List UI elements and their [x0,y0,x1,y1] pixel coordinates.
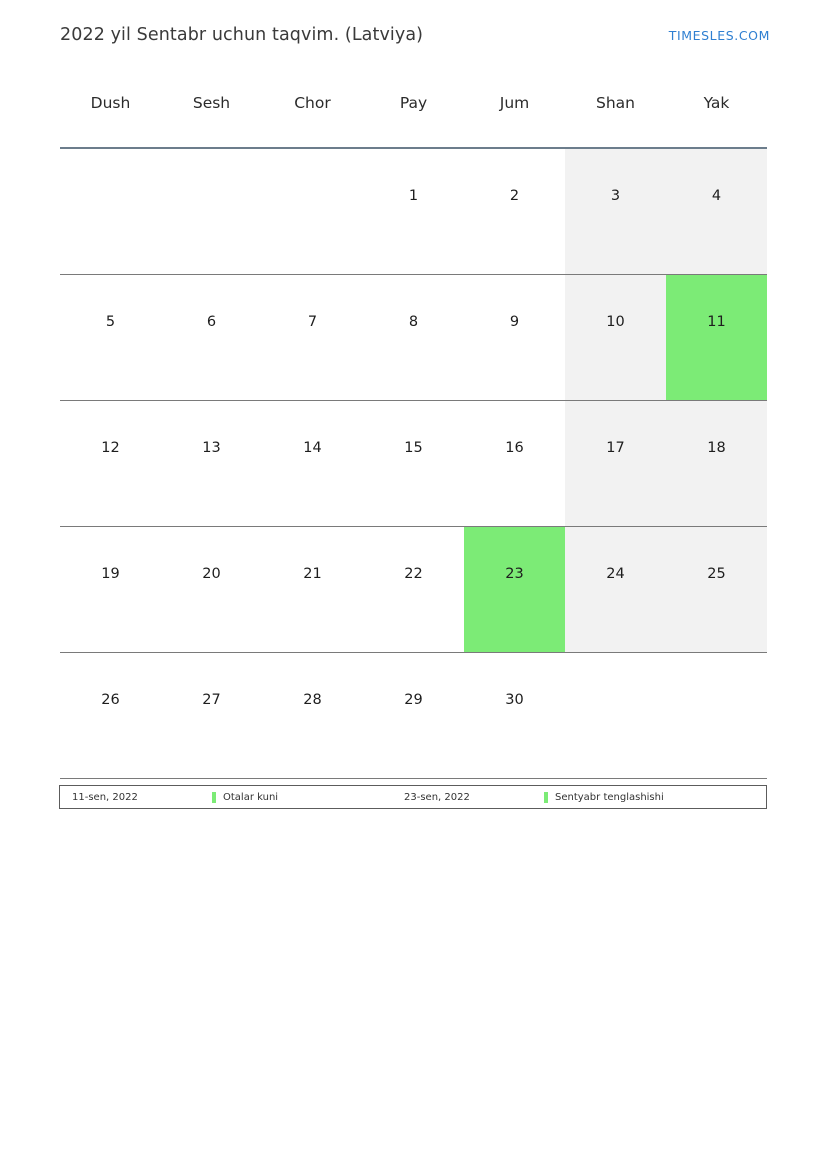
day-cell [60,275,161,401]
calendar-grid [60,80,767,779]
day-number: 6 [206,314,217,330]
day-number: 10 [606,314,625,330]
day-cell [666,653,767,779]
day-number: 17 [606,440,625,456]
day-cell [262,653,363,779]
day-number: 27 [202,692,221,708]
day-cell-holiday [666,275,767,401]
day-cell [262,148,363,275]
page-title: 2022 yil Sentabr uchun taqvim. (Latviya) [60,25,424,45]
day-number: 3 [610,188,621,204]
week-row [60,527,767,653]
day-number: 11 [707,314,726,330]
weekday-header-3: Pay [399,93,428,112]
day-number [666,653,767,693]
day-cell [464,148,565,275]
day-number: 29 [404,692,423,708]
weekday-header-1: Sesh [192,93,231,112]
day-number: 2 [509,188,520,204]
day-number: 19 [101,566,120,582]
legend-date-1: 23-sen, 2022 [404,791,470,803]
weekday-header-6: Yak [703,93,730,112]
day-number: 13 [202,440,221,456]
legend-color-swatch-icon [212,792,216,803]
day-number: 30 [505,692,524,708]
day-number: 26 [101,692,120,708]
weekday-header-4: Jum [499,93,530,112]
day-cell [363,401,464,527]
weekday-header-0: Dush [90,93,131,112]
day-cell [666,148,767,275]
page-header [60,20,770,50]
weekday-header-2: Chor [294,93,331,112]
day-number: 15 [404,440,423,456]
day-number: 28 [303,692,322,708]
calendar-header-row [60,80,767,148]
day-number: 4 [711,188,722,204]
day-cell [60,401,161,527]
day-number: 5 [105,314,116,330]
week-row [60,148,767,275]
day-cell [565,148,666,275]
day-number [161,149,262,189]
day-cell [161,653,262,779]
day-cell [262,275,363,401]
day-cell [464,653,565,779]
day-number: 9 [509,314,520,330]
week-row [60,275,767,401]
legend-label-0: Otalar kuni [223,791,279,803]
legend-label-1: Sentyabr tenglashishi [555,791,664,803]
day-cell [363,653,464,779]
day-number: 25 [707,566,726,582]
day-number: 20 [202,566,221,582]
day-number: 1 [408,188,419,204]
day-cell [666,527,767,653]
day-number: 22 [404,566,423,582]
day-cell [161,527,262,653]
day-cell [565,275,666,401]
day-cell [262,527,363,653]
day-cell [464,275,565,401]
day-number [565,653,666,693]
day-number: 8 [408,314,419,330]
day-number: 18 [707,440,726,456]
weekday-header-5: Shan [596,93,635,112]
day-cell [464,401,565,527]
day-cell [565,527,666,653]
legend-item-0 [212,792,392,803]
day-cell [363,275,464,401]
day-cell-holiday [464,527,565,653]
calendar-table [60,80,767,779]
legend-item-1 [544,792,724,803]
day-number: 7 [307,314,318,330]
day-cell [262,401,363,527]
holiday-legend [59,785,767,809]
calendar-body [60,148,767,779]
day-cell [565,401,666,527]
legend-color-swatch-icon [544,792,548,803]
day-cell [161,401,262,527]
day-number: 14 [303,440,322,456]
weekday-row [60,80,767,148]
day-cell [60,653,161,779]
day-number: 16 [505,440,524,456]
day-number [262,149,363,189]
day-number: 24 [606,566,625,582]
day-cell [666,401,767,527]
day-number: 21 [303,566,322,582]
day-cell [565,653,666,779]
day-number [60,149,161,189]
week-row [60,401,767,527]
day-cell [161,148,262,275]
day-number: 12 [101,440,120,456]
legend-date-0: 11-sen, 2022 [72,791,138,803]
day-number: 23 [505,566,524,582]
day-cell [161,275,262,401]
day-cell [363,148,464,275]
day-cell [60,148,161,275]
week-row [60,653,767,779]
site-brand-link[interactable]: TIMESLES.COM [668,27,770,43]
day-cell [363,527,464,653]
day-cell [60,527,161,653]
